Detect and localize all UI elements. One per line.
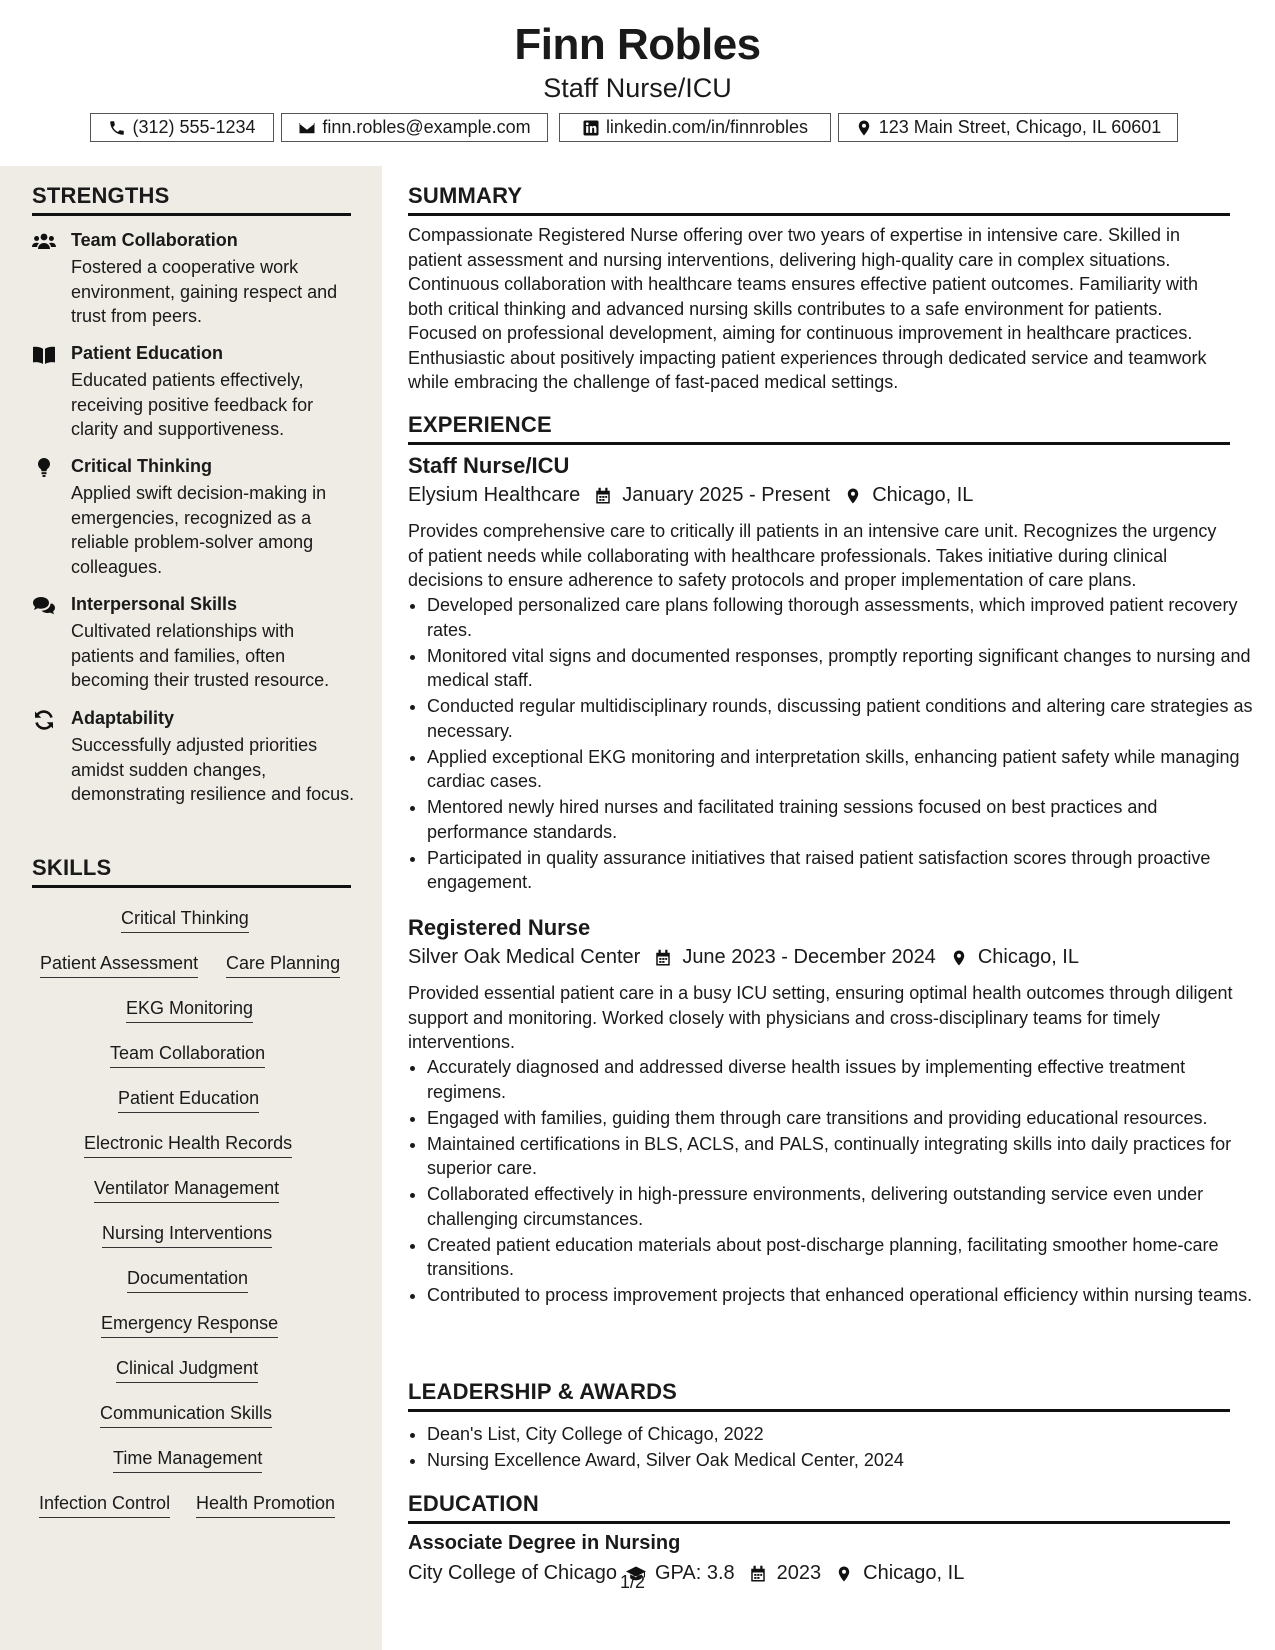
job-description: Provides comprehensive care to critically ill patients in an intensive care unit. Recognizes the urgency of patient needs while collaborating with healthcare professionals. Takes initiative during clinical decisions to ensure adherence to safety protocols and proper implementation of care plans. xyxy=(408,521,1217,590)
education-degree: Associate Degree in Nursing xyxy=(408,1532,681,1554)
job-location: Chicago, IL xyxy=(977,946,1079,968)
skill-tag: Team Collaboration xyxy=(110,1043,265,1068)
skill-tag: Health Promotion xyxy=(196,1493,335,1518)
job-company: Elysium Healthcare xyxy=(408,484,581,506)
list-item: • Engaged with families, guiding them through care transitions and providing educational resources. xyxy=(427,1106,1253,1131)
calendar-icon xyxy=(749,1565,767,1583)
strength-desc: Educated patients effectively, receiving positive feedback for clarity and supportiveness. xyxy=(71,370,314,439)
map-pin-icon xyxy=(855,119,873,137)
candidate-title: Staff Nurse/ICU xyxy=(543,73,732,103)
page-number: 1/2 xyxy=(620,1572,646,1592)
strength-title: Team Collaboration xyxy=(71,230,238,250)
education-meta xyxy=(408,1562,964,1585)
list-item: • Mentored newly hired nurses and facilitated training sessions focused on best practices and performance standards. xyxy=(427,795,1253,844)
list-item: • Nursing Excellence Award, Silver Oak Medical Center, 2024 xyxy=(427,1448,1253,1473)
strength-title: Critical Thinking xyxy=(71,456,213,476)
strength-title: Patient Education xyxy=(71,343,224,363)
list-item: • Applied exceptional EKG monitoring and interpretation skills, enhancing patient safety while managing cardiac cases. xyxy=(427,745,1253,794)
skill-tag: Documentation xyxy=(127,1268,248,1293)
skill-tag: Communication Skills xyxy=(100,1403,272,1428)
contact-linkedin-text: linkedin.com/in/finnrobles xyxy=(605,117,809,137)
calendar-icon xyxy=(654,949,672,967)
education-gpa: GPA: 3.8 xyxy=(655,1562,735,1584)
contact-email-text: finn.robles@example.com xyxy=(322,117,531,137)
strength-desc: Fostered a cooperative work environment, gaining respect and trust from peers. xyxy=(71,257,338,326)
list-item: • Created patient education materials about post-discharge planning, facilitating smoother home-care transitions. xyxy=(427,1233,1253,1282)
strength-desc: Cultivated relationships with patients and families, often becoming their trusted resource. xyxy=(71,621,330,690)
job-location: Chicago, IL xyxy=(872,484,974,506)
job-bullets xyxy=(408,593,1253,896)
strength-title: Interpersonal Skills xyxy=(71,594,238,614)
linkedin-icon xyxy=(582,119,600,137)
strengths-heading: STRENGTHS xyxy=(32,183,351,216)
users-icon xyxy=(32,232,56,252)
job-bullets xyxy=(408,1055,1253,1309)
candidate-name: Finn Robles xyxy=(514,20,761,69)
skills-heading: SKILLS xyxy=(32,855,351,888)
list-item: • Dean's List, City College of Chicago, 2022 xyxy=(427,1422,1253,1447)
list-item: • Conducted regular multidisciplinary rounds, discussing patient conditions and altering care strategies as necessary. xyxy=(427,694,1253,743)
skill-tag: EKG Monitoring xyxy=(126,998,253,1023)
education-location: Chicago, IL xyxy=(863,1562,965,1584)
comments-icon xyxy=(32,596,56,616)
contact-linkedin[interactable] xyxy=(559,113,831,142)
book-icon xyxy=(32,345,56,365)
awards-heading: LEADERSHIP & AWARDS xyxy=(408,1379,1230,1412)
resume-header xyxy=(0,0,1275,166)
contact-bar xyxy=(0,113,1275,144)
map-pin-icon xyxy=(835,1565,853,1583)
skill-tag: Ventilator Management xyxy=(94,1178,279,1203)
experience-heading: EXPERIENCE xyxy=(408,412,1230,445)
sidebar xyxy=(0,166,382,1650)
phone-icon xyxy=(108,119,126,137)
job-description: Provided essential patient care in a busy ICU setting, ensuring optimal health outcomes through diligent support and monitoring. Worked closely with physicians and cross-disciplinary teams for timely interventions. xyxy=(408,983,1233,1052)
contact-phone-text: (312) 555-1234 xyxy=(132,117,256,137)
skill-tag: Clinical Judgment xyxy=(116,1358,258,1383)
sync-icon xyxy=(32,710,56,730)
calendar-icon xyxy=(594,487,612,505)
education-school: City College of Chicago xyxy=(408,1562,617,1584)
list-item: • Monitored vital signs and documented responses, promptly reporting significant changes to nursing and medical staff. xyxy=(427,644,1253,693)
job-meta xyxy=(408,946,1079,969)
job-company: Silver Oak Medical Center xyxy=(408,946,641,968)
skill-tag: Patient Education xyxy=(118,1088,259,1113)
skill-tag: Patient Assessment xyxy=(40,953,198,978)
summary-heading: SUMMARY xyxy=(408,183,1230,216)
list-item: • Accurately diagnosed and addressed diverse health issues by implementing effective treatment regimens. xyxy=(427,1055,1253,1104)
education-year: 2023 xyxy=(776,1562,822,1584)
education-heading: EDUCATION xyxy=(408,1491,1230,1524)
list-item: • Participated in quality assurance initiatives that raised patient satisfaction scores through proactive engagement. xyxy=(427,846,1253,895)
list-item: • Developed personalized care plans following thorough assessments, which improved patient recovery rates. xyxy=(427,593,1253,642)
contact-email[interactable] xyxy=(281,113,548,142)
envelope-icon xyxy=(298,119,316,137)
job-title: Staff Nurse/ICU xyxy=(408,453,570,478)
skill-tag: Critical Thinking xyxy=(121,908,249,933)
strength-desc: Successfully adjusted priorities amidst sudden changes, demonstrating resilience and focus. xyxy=(71,735,355,804)
job-meta xyxy=(408,484,973,507)
skill-tag: Emergency Response xyxy=(101,1313,278,1338)
skill-tag: Time Management xyxy=(113,1448,262,1473)
contact-address xyxy=(838,113,1178,142)
strength-title: Adaptability xyxy=(71,708,175,728)
map-pin-icon xyxy=(844,487,862,505)
job-dates: June 2023 - December 2024 xyxy=(682,946,936,968)
strength-desc: Applied swift decision-making in emergencies, recognized as a reliable problem-solver among colleagues. xyxy=(71,483,327,577)
lightbulb-icon xyxy=(32,458,56,478)
job-dates: January 2025 - Present xyxy=(622,484,831,506)
skill-tag: Care Planning xyxy=(226,953,340,978)
skill-tag: Electronic Health Records xyxy=(84,1133,292,1158)
skill-tag: Infection Control xyxy=(39,1493,170,1518)
awards-list xyxy=(408,1422,1253,1474)
summary-text: Compassionate Registered Nurse offering over two years of expertise in intensive care. Skilled in patient assessment and nursing interventions, delivering high-quality care in complex situations. Continuous collaboration with healthcare teams ensures effective patient outcomes. Familiarity with both critical thinking and advanced nursing skills contributes to a safe environment for patients. Focused on professional development, aiming for continuous improvement in healthcare practices. Enthusiastic about positively impacting patient experiences through dedicated service and teamwork while embracing the challenge of fast-paced medical settings. xyxy=(408,225,1207,392)
map-pin-icon xyxy=(950,949,968,967)
list-item: • Maintained certifications in BLS, ACLS, and PALS, continually integrating skills into daily practices for superior care. xyxy=(427,1132,1253,1181)
job-title: Registered Nurse xyxy=(408,915,591,940)
contact-phone[interactable] xyxy=(90,113,274,142)
contact-address-text: 123 Main Street, Chicago, IL 60601 xyxy=(878,117,1162,137)
skill-tag: Nursing Interventions xyxy=(102,1223,272,1248)
list-item: • Collaborated effectively in high-pressure environments, delivering outstanding service even under challenging circumstances. xyxy=(427,1182,1253,1231)
list-item: • Contributed to process improvement projects that enhanced operational efficiency within nursing teams. xyxy=(427,1283,1253,1308)
